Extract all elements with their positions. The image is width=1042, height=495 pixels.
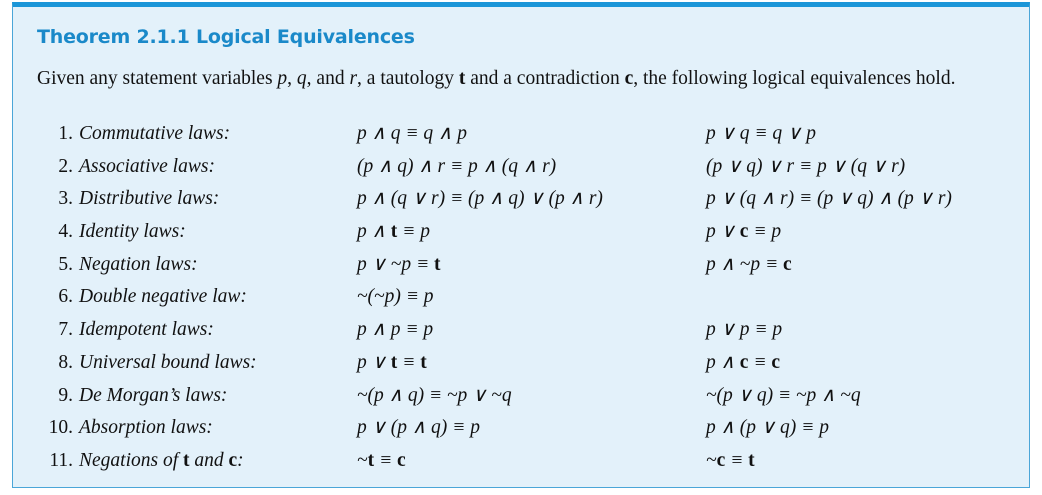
law-row [13, 415, 1031, 448]
law-name: Identity laws: [79, 221, 186, 243]
law-row [13, 317, 1031, 350]
law-formula-right: ~(p ∨ q) ≡ ~p ∧ ~q [706, 384, 861, 406]
theorem-intro: Given any statement variables p, q, and r, a tautology t and a contradiction c, the following logical equivalences hold. [37, 68, 956, 89]
law-name: Associative laws: [79, 155, 215, 177]
law-formula-left: (p ∧ q) ∧ r ≡ p ∧ (q ∧ r) [357, 155, 557, 177]
law-number: 1. [58, 123, 73, 144]
law-name: Commutative laws: [79, 123, 231, 144]
law-row [13, 252, 1031, 285]
law-formula-left: ~t ≡ c [357, 449, 406, 471]
law-row [13, 350, 1031, 383]
theorem-title: Theorem 2.1.1 Logical Equivalences [37, 26, 415, 48]
law-name: Universal bound laws: [79, 351, 257, 373]
law-name: Distributive laws: [79, 188, 220, 210]
law-formula-right: p ∧ c ≡ c [706, 351, 781, 373]
law-name: Double negative law: [79, 286, 247, 308]
law-name: De Morgan’s laws: [79, 384, 228, 406]
law-formula-left: p ∧ p ≡ p [357, 319, 434, 341]
law-formula-right: p ∨ c ≡ p [706, 221, 782, 243]
law-formula-left: p ∨ (p ∧ q) ≡ p [357, 417, 480, 439]
law-number: 11. [49, 449, 73, 471]
law-number: 3. [58, 188, 73, 210]
theorem-box [12, 2, 1030, 488]
law-name: Negations of t and c: [79, 449, 244, 471]
law-row [13, 448, 1031, 481]
law-formula-right: p ∧ ~p ≡ c [706, 253, 792, 275]
law-formula-left: p ∨ t ≡ t [357, 351, 427, 373]
law-formula-right: p ∨ p ≡ p [706, 319, 783, 341]
law-row [13, 186, 1031, 219]
law-name: Absorption laws: [79, 417, 213, 439]
laws-list [13, 121, 1031, 481]
law-name: Idempotent laws: [79, 319, 214, 341]
law-formula-left: p ∧ (q ∨ r) ≡ (p ∧ q) ∨ (p ∧ r) [357, 188, 603, 210]
law-row [13, 154, 1031, 187]
law-number: 2. [58, 155, 73, 177]
law-number: 10. [48, 417, 73, 439]
law-formula-left: p ∨ ~p ≡ t [357, 253, 441, 275]
law-formula-left: p ∧ q ≡ q ∧ p [357, 123, 467, 144]
law-formula-right: ~c ≡ t [706, 449, 755, 471]
law-formula-right: (p ∨ q) ∨ r ≡ p ∨ (q ∨ r) [706, 155, 906, 177]
law-row [13, 219, 1031, 252]
law-name: Negation laws: [79, 253, 198, 275]
law-number: 5. [58, 253, 73, 275]
law-formula-right: p ∨ q ≡ q ∨ p [706, 123, 816, 144]
law-formula-right: p ∧ (p ∨ q) ≡ p [706, 417, 829, 439]
law-number: 6. [58, 286, 73, 308]
law-row [13, 284, 1031, 317]
law-formula-left: p ∧ t ≡ p [357, 221, 430, 243]
law-formula-left: ~(p ∧ q) ≡ ~p ∨ ~q [357, 384, 512, 406]
law-number: 4. [58, 221, 73, 243]
law-formula-left: ~(~p) ≡ p [357, 286, 434, 308]
law-formula-right: p ∨ (q ∧ r) ≡ (p ∨ q) ∧ (p ∨ r) [706, 188, 952, 210]
law-row [13, 121, 1031, 154]
law-row [13, 383, 1031, 416]
law-number: 7. [58, 319, 73, 341]
law-number: 9. [58, 384, 73, 406]
law-number: 8. [58, 351, 73, 373]
